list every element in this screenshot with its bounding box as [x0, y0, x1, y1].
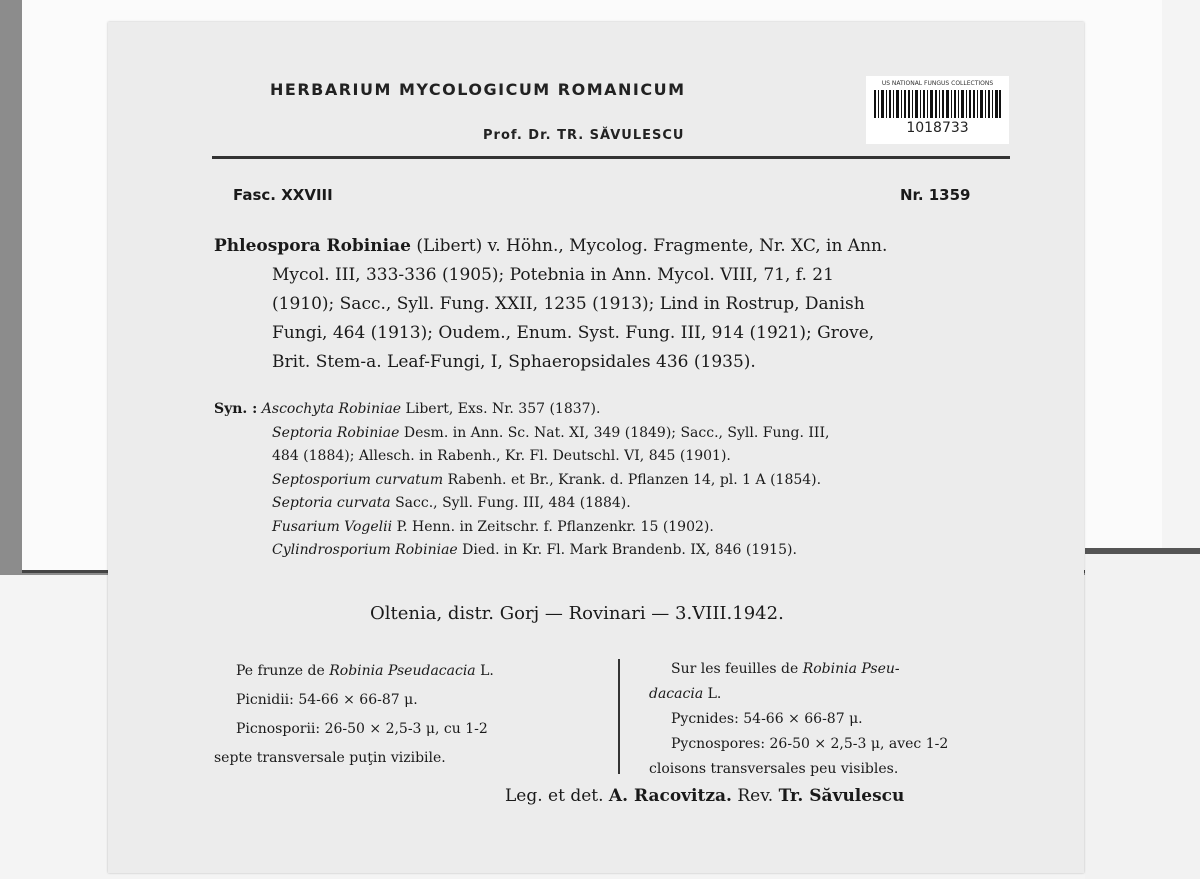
septe-text: septe transversale puţin vizibile. — [214, 750, 446, 766]
host-name: Robinia Pseudacacia — [329, 663, 476, 679]
synonym-reference: Desm. in Ann. Sc. Nat. XI, 349 (1849); Sacc., Syll. Fung. III, — [403, 424, 830, 441]
taxon-citation — [214, 232, 1024, 377]
picnidii-measure: Picnidii: 54-66 × 66-87 μ. — [236, 692, 418, 708]
french-description — [649, 657, 1029, 782]
barcode-number: 1018733 — [906, 120, 969, 136]
header-divider — [212, 156, 1010, 159]
picnospori-measure: Picnosporii: 26-50 × 2,5-3 μ, cu 1-2 — [236, 721, 488, 737]
synonym-name: Septosporium curvatum — [272, 471, 444, 488]
collection-locality: Oltenia, distr. Gorj — Rovinari — 3.VIII.1942. — [370, 603, 784, 624]
fascicle-number: Fasc. XXVIII — [233, 186, 333, 204]
taxon-citation-line: (1910); Sacc., Syll. Fung. XXII, 1235 (1913); Lind in Rostrup, Danish — [272, 294, 865, 314]
host-name: dacacia — [649, 686, 704, 702]
host-suffix: L. — [707, 686, 722, 702]
barcode-institution: US NATIONAL FUNGUS COLLECTIONS — [881, 80, 994, 87]
taxon-citation-line: (Libert) v. Höhn., Mycolog. Fragmente, Nr. XC, in Ann. — [416, 236, 888, 256]
taxon-citation-line: Fungi, 464 (1913); Oudem., Enum. Syst. Fung. III, 914 (1921); Grove, — [272, 323, 875, 343]
taxon-citation-line: Brit. Stem-a. Leaf-Fungi, I, Sphaeropsidales 436 (1935). — [272, 352, 756, 372]
synonym-reference: P. Henn. in Zeitschr. f. Pflanzenkr. 15 (1902). — [396, 518, 714, 535]
pycnides-measure: Pycnides: 54-66 × 66-87 μ. — [671, 711, 863, 727]
reviser-name: Tr. Săvulescu — [778, 786, 905, 806]
taxon-citation-line: Mycol. III, 333-336 (1905); Potebnia in Ann. Mycol. VIII, 71, f. 21 — [272, 265, 834, 285]
host-prefix: Sur les feuilles de — [671, 661, 799, 677]
pycnospores-measure: Pycnospores: 26-50 × 2,5-3 μ, avec 1-2 — [671, 736, 949, 752]
collector-name: A. Racovitza. — [608, 786, 732, 806]
barcode-label — [866, 76, 1009, 144]
romanian-description — [214, 657, 604, 773]
specimen-number: Nr. 1359 — [900, 186, 971, 204]
column-divider — [618, 659, 620, 774]
synonym-name: Cylindrosporium Robiniae — [272, 542, 458, 558]
collector-prefix: Leg. et det. — [505, 786, 604, 806]
synonym-reference: Sacc., Syll. Fung. III, 484 (1884). — [395, 495, 631, 511]
synonyms-block — [214, 398, 1034, 563]
host-suffix: L. — [480, 663, 494, 679]
synonym-name: Fusarium Vogelii — [272, 518, 393, 535]
synonym-reference: Rabenh. et Br., Krank. d. Pflanzen 14, pl. 1 A (1854). — [447, 471, 822, 488]
background-sheet-right — [1085, 548, 1200, 879]
synonym-reference: Libert, Exs. Nr. 357 (1837). — [405, 401, 601, 417]
synonym-reference: 484 (1884); Allesch. in Rabenh., Kr. Fl. Deutschl. VI, 845 (1901). — [272, 448, 731, 464]
synonyms-label: Syn. : — [214, 401, 258, 417]
synonym-name: Septoria curvata — [272, 495, 391, 511]
host-name: Robinia Pseu- — [802, 661, 900, 677]
synonym-name: Ascochyta Robiniae — [261, 401, 402, 417]
cloisons-text: cloisons transversales peu visibles. — [649, 761, 899, 777]
host-prefix: Pe frunze de — [236, 663, 325, 679]
herbarium-title: HERBARIUM MYCOLOGICUM ROMANICUM — [270, 80, 686, 99]
herbarium-subtitle: Prof. Dr. TR. SĂVULESCU — [483, 128, 685, 143]
barcode-bars — [874, 90, 1001, 118]
synonym-name: Septoria Robiniae — [272, 424, 400, 441]
reviser-prefix: Rev. — [737, 786, 774, 806]
collector-line — [505, 786, 904, 806]
synonym-reference: Died. in Kr. Fl. Mark Brandenb. IX, 846 (1915). — [462, 542, 797, 558]
taxon-name: Phleospora Robiniae — [214, 236, 411, 256]
